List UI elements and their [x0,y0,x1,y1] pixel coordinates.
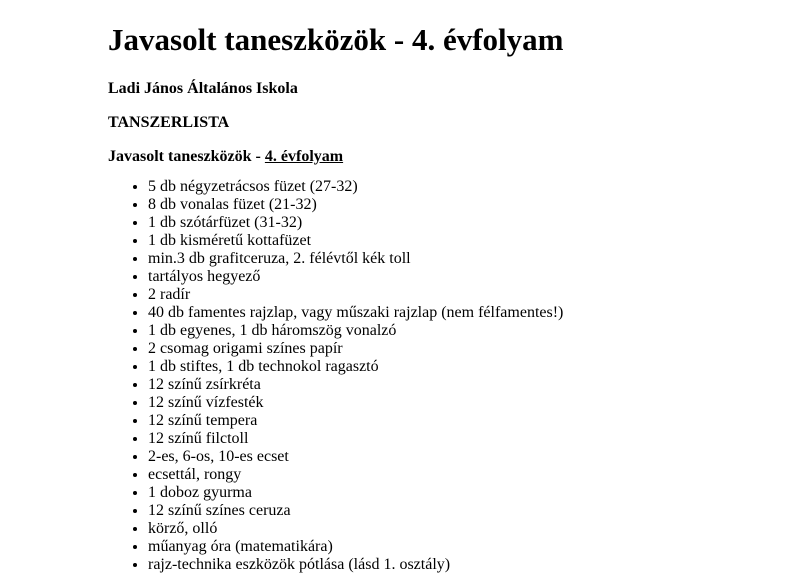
list-item: • 2 csomag origami színes papír [148,340,804,358]
list-item: • 8 db vonalas füzet (21-32) [148,196,804,214]
list-item: • min.3 db grafitceruza, 2. félévtől kék toll [148,250,804,268]
list-item: • körző, olló [148,520,804,538]
list-item: • 1 doboz gyurma [148,484,804,502]
list-item: • 2 radír [148,286,804,304]
list-item: • 5 db négyzetrácsos füzet (27-32) [148,178,804,196]
list-item: • ecsettál, rongy [148,466,804,484]
list-label: TANSZERLISTA [108,114,230,131]
list-item: • 1 db kisméretű kottafüzet [148,232,804,250]
list-item: • 12 színű zsírkréta [148,376,804,394]
school-name: Ladi János Általános Iskola [108,80,298,97]
list-item: • 1 db stiftes, 1 db technokol ragasztó [148,358,804,376]
page-title: Javasolt taneszközök - 4. évfolyam [108,22,564,57]
subheading-prefix: Javasolt taneszközök - [108,148,265,165]
list-item: • 12 színű vízfesték [148,394,804,412]
list-item: • 1 db egyenes, 1 db háromszög vonalzó [148,322,804,340]
subheading [108,148,804,166]
list-item: • 12 színű filctoll [148,430,804,448]
list-item: • 40 db famentes rajzlap, vagy műszaki rajzlap (nem félfamentes!) [148,304,804,322]
supplies-list [108,178,804,574]
list-item: • rajz-technika eszközök pótlása (lásd 1. osztály) [148,556,804,574]
list-item: • tartályos hegyező [148,268,804,286]
list-item: • 12 színű színes ceruza [148,502,804,520]
list-item: • 12 színű tempera [148,412,804,430]
list-item: • 1 db szótárfüzet (31-32) [148,214,804,232]
list-item: • műanyag óra (matematikára) [148,538,804,556]
grade-link[interactable]: 4. évfolyam [264,148,344,165]
list-item: • 2-es, 6-os, 10-es ecset [148,448,804,466]
